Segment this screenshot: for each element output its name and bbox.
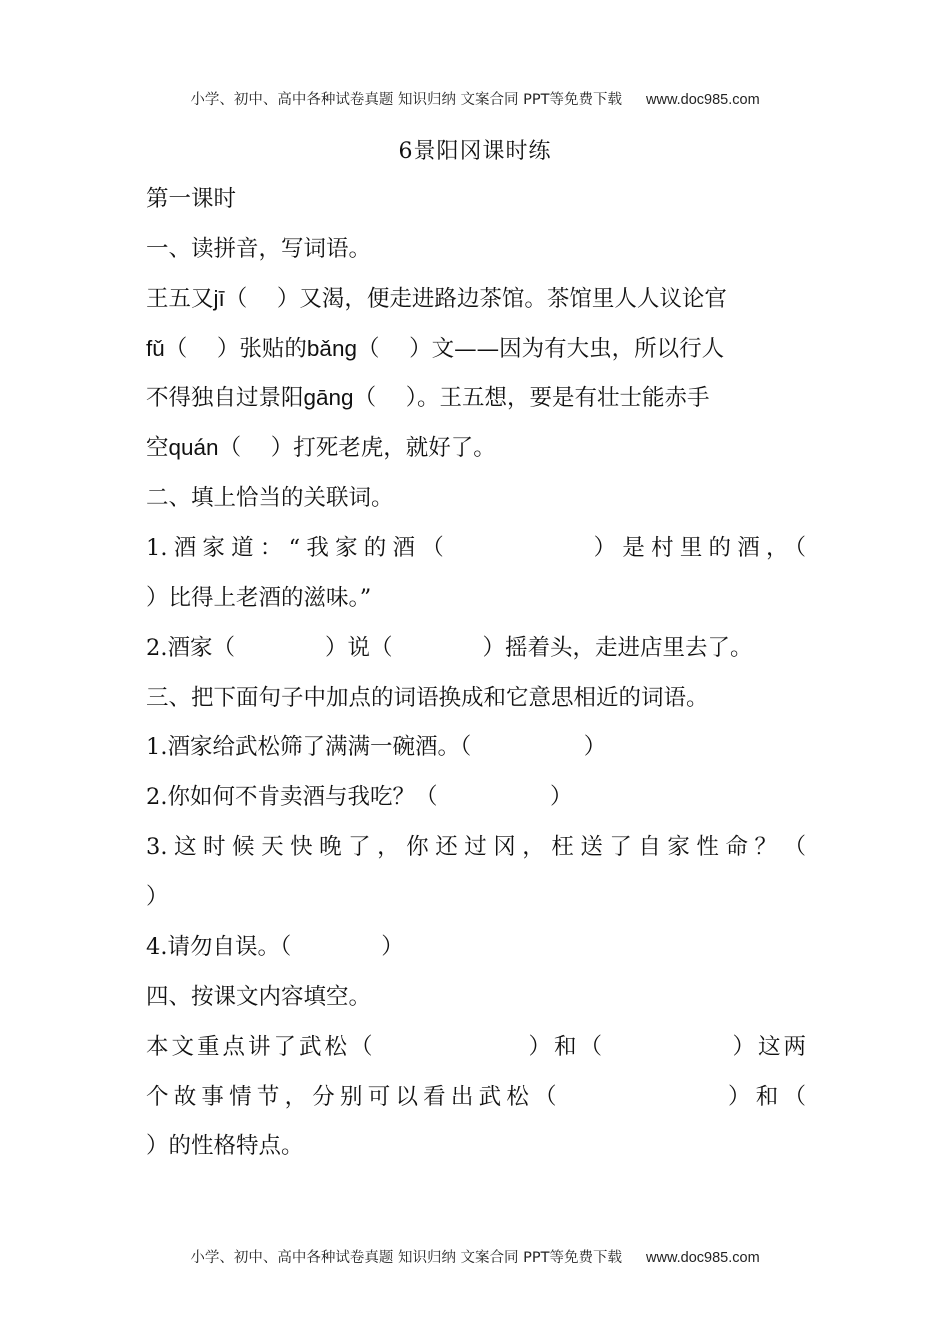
s3-q2[interactable]: 2.你如何不肯卖酒与我吃？（ ）	[146, 784, 573, 810]
pinyin-fu: fǔ	[146, 336, 165, 361]
pinyin-quan: quán	[168, 435, 219, 460]
s2-q1-line-2[interactable]: ）比得上老酒的滋味。”	[146, 585, 372, 611]
s1-line-4: 空quán（ ）打死老虎，就好了。	[146, 435, 496, 461]
section-3-heading: 三、把下面句子中加点的词语换成和它意思相近的词语。	[146, 685, 709, 711]
pinyin-bang: bǎng	[306, 336, 357, 361]
s1-line-2: fǔ（ ）张贴的bǎng（ ）文——因为有大虫，所以行人	[146, 336, 725, 362]
page-footer	[0, 1246, 950, 1267]
s3-q1[interactable]: 1.酒家给武松筛了满满一碗酒。（ ）	[146, 734, 607, 760]
s3-q3-line-2[interactable]: ）	[146, 884, 169, 910]
footer-text: 小学、初中、高中各种试卷真题 知识归纳 文案合同 PPT等免费下载	[190, 1250, 623, 1266]
page-header	[0, 88, 950, 109]
s2-q1-line-1[interactable]: 1.酒家道：“我家的酒（ ）是村里的酒，（	[146, 535, 806, 561]
section-2-heading: 二、填上恰当的关联词。	[146, 485, 394, 511]
pinyin-gang: gāng	[303, 385, 354, 410]
header-site-link[interactable]: www.doc985.com	[646, 92, 760, 108]
s1-line-3: 不得独自过景阳gāng（ ）。王五想，要是有壮士能赤手	[146, 385, 710, 411]
pinyin-ji: jī	[213, 286, 225, 311]
header-text: 小学、初中、高中各种试卷真题 知识归纳 文案合同 PPT等免费下载	[190, 92, 623, 108]
footer-site-link[interactable]: www.doc985.com	[646, 1250, 760, 1266]
s3-q4[interactable]: 4.请勿自误。（ ）	[146, 934, 404, 960]
s4-line-1[interactable]: 本文重点讲了武松（ ）和（ ）这两	[146, 1034, 806, 1060]
s2-q2[interactable]: 2.酒家（ ）说（ ）摇着头，走进店里去了。	[146, 635, 753, 661]
s4-line-2[interactable]: 个故事情节，分别可以看出武松（ ）和（	[146, 1084, 806, 1110]
s3-q3-line-1[interactable]: 3.这时候天快晚了，你还过冈，枉送了自家性命？（	[146, 834, 806, 860]
section-1-heading: 一、读拼音，写词语。	[146, 236, 372, 262]
s4-line-3[interactable]: ）的性格特点。	[146, 1133, 304, 1159]
s1-line-1: 王五又jī（ ）又渴，便走进路边茶馆。茶馆里人人议论官	[146, 286, 727, 312]
section-4-heading: 四、按课文内容填空。	[146, 984, 372, 1010]
lesson-label: 第一课时	[146, 186, 237, 212]
answer-blank[interactable]: （ ）又渴，便走进路边茶馆。茶馆里人人议论官	[224, 286, 727, 312]
page-title: 6景阳冈课时练	[398, 139, 552, 164]
